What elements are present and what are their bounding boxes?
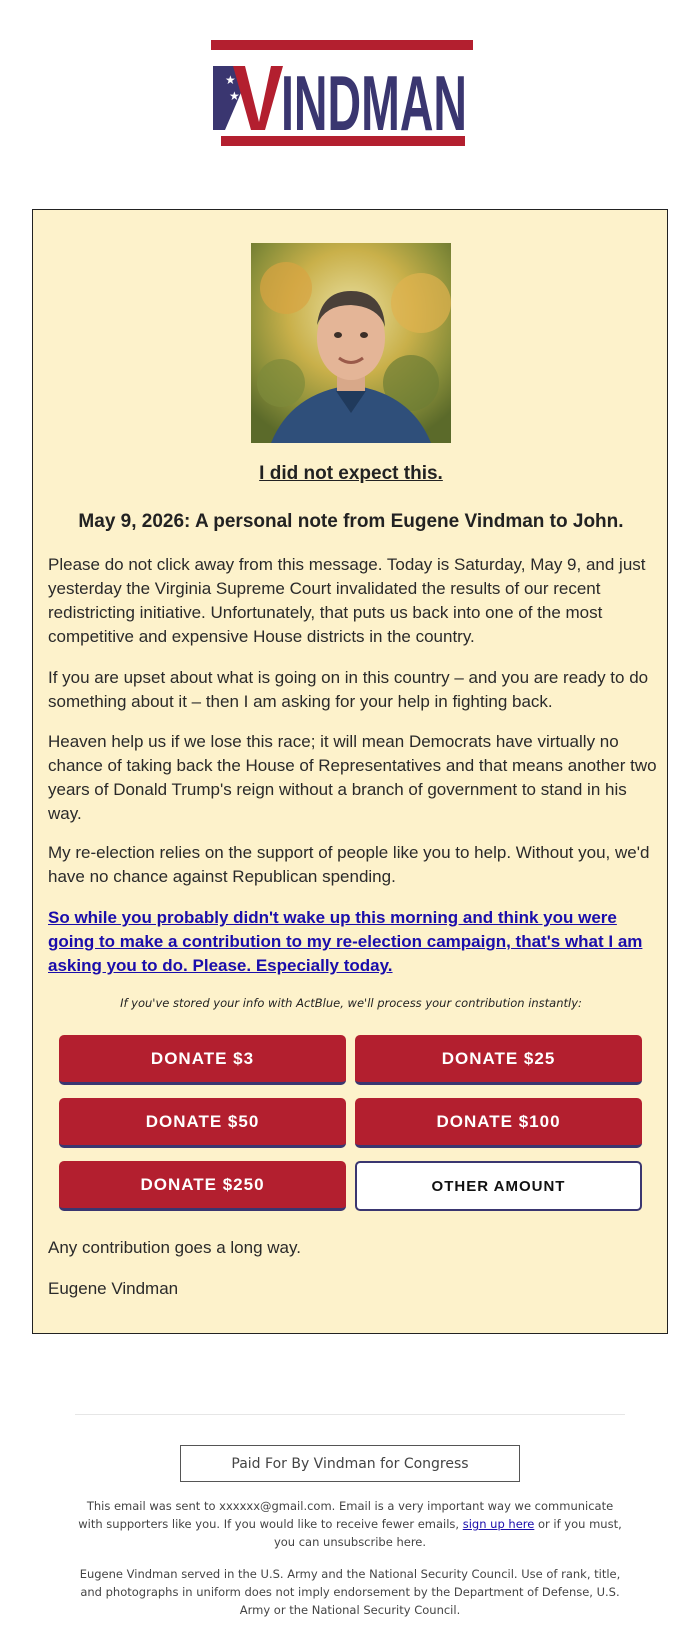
sent-to-prefix: This email was sent to <box>86 1499 220 1513</box>
sent-to-suffix: or if you must, you can unsubscribe here. <box>273 1517 622 1549</box>
email-card <box>32 209 668 1334</box>
closing-line: Any contribution goes a long way. <box>48 1238 301 1257</box>
donate-100-button[interactable]: DONATE $100 <box>355 1098 642 1148</box>
body-paragraph: If you are upset about what is going on in this country – and you are ready to do something about it – then I am asking for your help in fighting back. <box>48 668 649 711</box>
signature: Eugene Vindman <box>48 1279 179 1298</box>
contribution-link[interactable]: So while you probably didn't wake up this morning and think you were going to make a contribution to my re-election campaign, that's what I am asking you to do. Please. Especially today. <box>48 908 643 975</box>
paid-for-box: Paid For By Vindman for Congress <box>180 1445 520 1482</box>
email-subhead: May 9, 2026: A personal note from Eugene Vindman to John. <box>78 511 624 532</box>
donate-250-button[interactable]: DONATE $250 <box>59 1161 346 1211</box>
star-icon: ★ <box>229 89 240 103</box>
sign-up-link[interactable]: sign up here <box>462 1517 535 1531</box>
logo-graphic <box>211 40 489 156</box>
body-paragraph: My re-election relies on the support of people like you to help. Without you, we'd have no chance against Republican spending. <box>48 843 650 886</box>
candidate-portrait <box>251 243 451 443</box>
footer-disclaimer: Eugene Vindman served in the U.S. Army and the National Security Council. Use of rank, title, and photographs in uniform does not imply endorsement by the Department of Defense, U.S. Army or the National Security Council. <box>79 1567 621 1617</box>
recipient-email: xxxxxx@gmail.com <box>219 1499 332 1513</box>
sent-to-middle: . Email is a very important way we communicate with supporters like you. If you would like to receive fewer emails, <box>78 1499 614 1531</box>
donate-25-button[interactable]: DONATE $25 <box>355 1035 642 1085</box>
footer-sent-to <box>75 1497 625 1551</box>
vindman-logo <box>211 40 489 156</box>
star-icon: ★ <box>233 105 244 119</box>
body-paragraph: Please do not click away from this message. Today is Saturday, May 9, and just yesterday the Virginia Supreme Court invalidated the results of our recent redistricting initiative. Unfortunately, that puts us back into one of the most competitive and expensive House districts in the country. <box>48 555 646 646</box>
donate-50-button[interactable]: DONATE $50 <box>59 1098 346 1148</box>
star-icon: ★ <box>225 73 236 87</box>
other-amount-button[interactable]: OTHER AMOUNT <box>355 1161 642 1211</box>
donate-3-button[interactable]: DONATE $3 <box>59 1035 346 1085</box>
body-paragraph: Heaven help us if we lose this race; it will mean Democrats have virtually no chance of taking back the House of Representatives and that means another two years of Donald Trump's reign without a branch of government to stand in his way. <box>48 732 657 823</box>
email-headline: I did not expect this. <box>259 463 443 484</box>
logo-wordmark: INDMAN <box>281 59 467 147</box>
footer-divider <box>75 1414 625 1415</box>
portrait-image <box>251 243 451 443</box>
actblue-note: If you've stored your info with ActBlue, we'll process your contribution instantly: <box>120 996 582 1010</box>
